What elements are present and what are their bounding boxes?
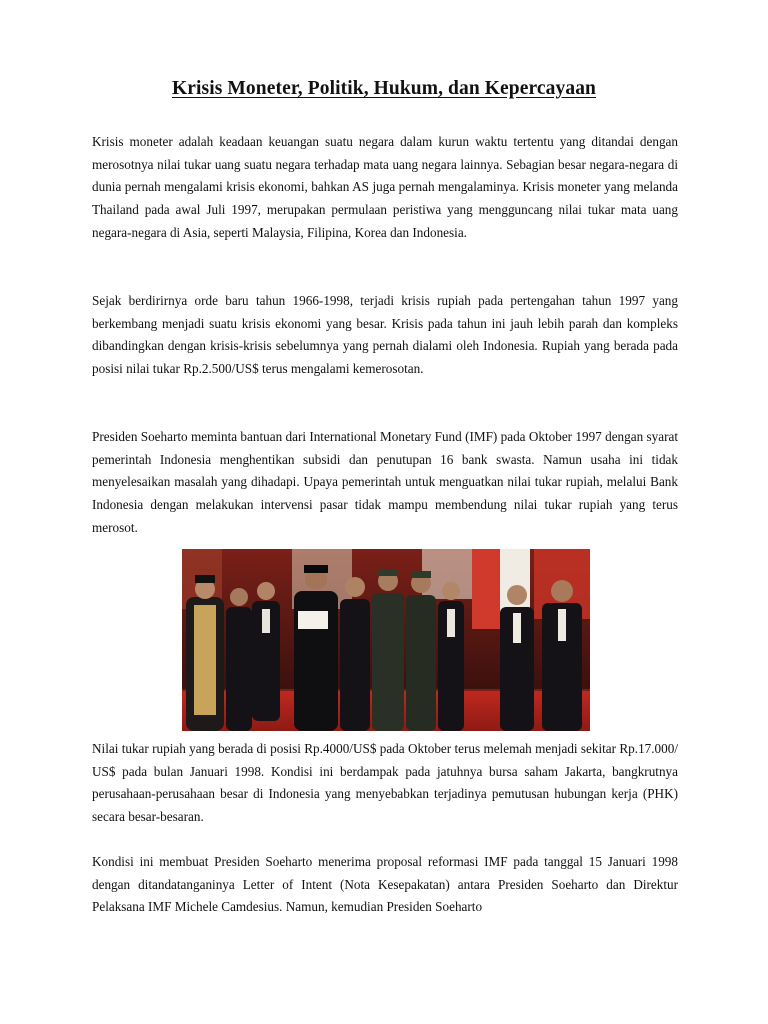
paragraph-4: Nilai tukar rupiah yang berada di posisi Rp.4000/US$ pada Oktober terus melemah menjadi sekitar Rp.17.000/ US$ pada bulan Januari 1998. Kondisi ini berdampak pada jatuhnya bursa saham Jakarta, bangkrutnya perusahaan-perusahaan besar di Indonesia yang menyebabkan terjadinya pemutusan hubungan kerja (PHK) secara besar-besaran. [92, 741, 678, 825]
resignation-ceremony-photo [182, 549, 590, 731]
document-title: Krisis Moneter, Politik, Hukum, dan Kepercayaan [172, 78, 596, 99]
paragraph-2: Sejak berdirirnya orde baru tahun 1966-1998, terjadi krisis rupiah pada pertengahan tahun 1997 yang berkembang menjadi suatu krisis ekonomi yang besar. Krisis pada tahun ini jauh lebih parah dan kompleks dibandingkan dengan krisis-krisis sebelumnya yang pernah dialami oleh Indonesia. Rupiah yang berada pada posisi nilai tukar Rp.2.500/US$ terus mengalami kemerosotan. [92, 293, 678, 377]
paragraph-3: Presiden Soeharto meminta bantuan dari International Monetary Fund (IMF) pada Oktober 1997 dengan syarat pemerintah Indonesia menghentikan subsidi dan penutupan 16 bank swasta. Namun usaha ini tidak menyelesaikan masalah yang dihadapi. Upaya pemerintah untuk menguatkan nilai tukar rupiah, melalui Bank Indonesia dengan melakukan intervensi pasar tidak mampu membendung nilai tukar rupiah yang terus merosot. [92, 429, 678, 535]
paragraph-5: Kondisi ini membuat Presiden Soeharto menerima proposal reformasi IMF pada tanggal 15 Januari 1998 dengan ditandatanganinya Letter of Intent (Nota Kesepakatan) antara Presiden Soeharto dan Direktur Pelaksana IMF Michele Camdesius. Namun, kemudian Presiden Soeharto [92, 854, 678, 915]
paragraph-1: Krisis moneter adalah keadaan keuangan suatu negara dalam kurun waktu tertentu yang ditandai dengan merosotnya nilai tukar uang suatu negara terhadap mata uang negara lainnya. Sebagian besar negara-negara di dunia pernah mengalami krisis ekonomi, bahkan AS juga pernah mengalaminya. Krisis moneter yang melanda Thailand pada awal Juli 1997, merupakan permulaan peristiwa yang mengguncang nilai tukar mata uang negara-negara di Asia, seperti Malaysia, Filipina, Korea dan Indonesia. [92, 134, 678, 240]
